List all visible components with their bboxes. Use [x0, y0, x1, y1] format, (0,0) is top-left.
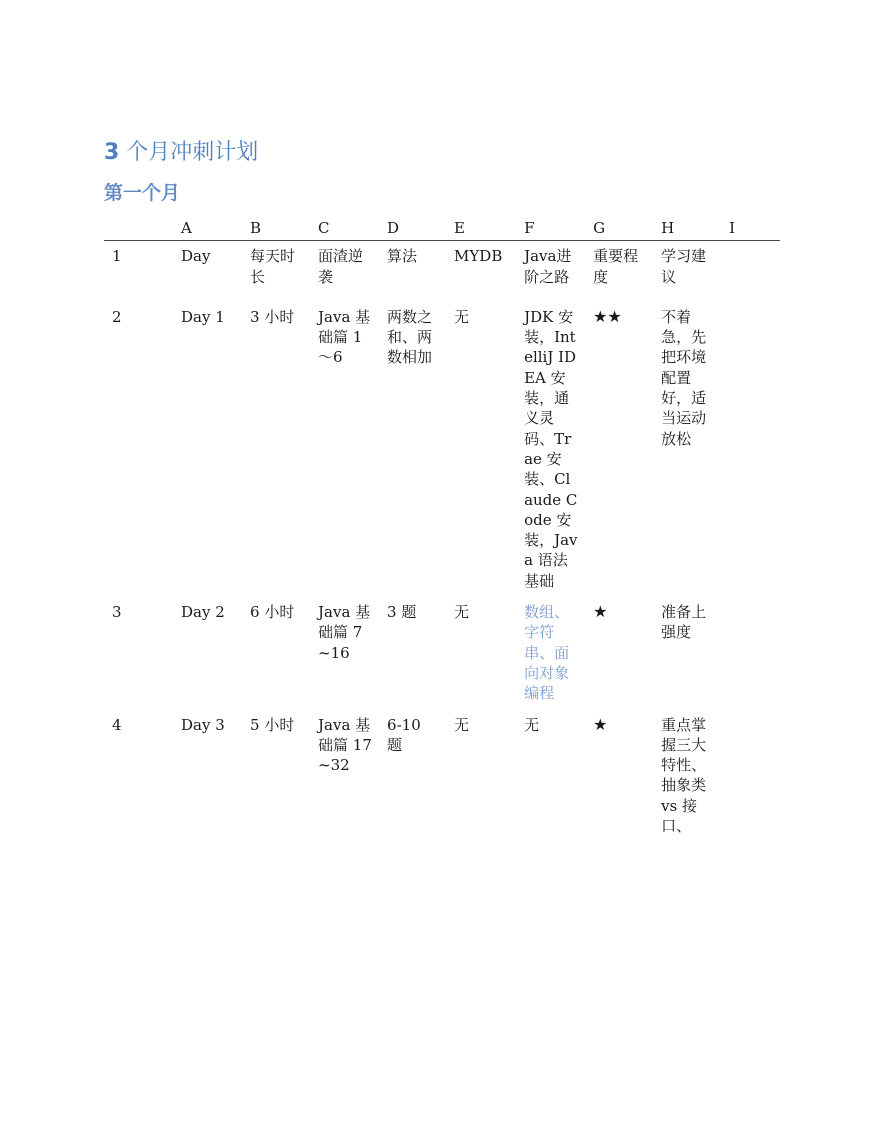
table-row	[104, 302, 780, 597]
cell-i	[721, 597, 780, 709]
column-header-g: G	[585, 215, 653, 241]
cell-i	[721, 241, 780, 302]
cell-day: Day 3	[181, 715, 225, 734]
cell-java-advanced-link[interactable]: 数组、字符串、面向对象编程	[524, 603, 570, 703]
cell-advice: 不着急，先把环境配置好，适当运动放松	[661, 307, 707, 448]
cell-interview: Java 基础篇 7~16	[318, 603, 371, 662]
column-header-e: E	[446, 215, 516, 241]
cell-interview: 面渣逆袭	[318, 247, 364, 286]
cell-advice: 学习建议	[661, 247, 707, 286]
column-header-d: D	[379, 215, 446, 241]
cell-day: Day 2	[181, 603, 225, 622]
cell-java-advanced: 无	[524, 715, 540, 734]
cell-interview: Java 基础篇 17~32	[318, 715, 372, 775]
plan-table	[104, 215, 780, 851]
cell-mydb: MYDB	[454, 247, 503, 266]
cell-mydb: 无	[454, 603, 470, 622]
cell-algorithm: 6-10 题	[387, 715, 421, 754]
row-index: 3	[112, 603, 122, 622]
column-header-c: C	[310, 215, 379, 241]
column-header-row	[104, 215, 780, 241]
cell-duration: 5 小时	[250, 715, 295, 734]
section-heading: 第一个月	[104, 182, 181, 204]
cell-importance-stars: ★★	[593, 306, 622, 326]
cell-advice: 重点掌握三大特性、抽象类 vs 接口、	[661, 715, 707, 836]
cell-algorithm: 两数之和、两数相加	[387, 307, 433, 367]
cell-mydb: 无	[454, 307, 470, 326]
cell-importance-stars: ★	[593, 714, 608, 734]
title-text: 个月冲刺计划	[119, 140, 259, 165]
cell-duration: 每天时长	[250, 247, 296, 286]
title-number: 3	[104, 140, 120, 165]
table-row	[104, 710, 780, 852]
cell-i	[721, 302, 780, 597]
table-row	[104, 241, 780, 302]
column-header-f: F	[516, 215, 585, 241]
cell-algorithm: 算法	[387, 247, 418, 266]
column-header-i: I	[721, 215, 780, 241]
cell-duration: 3 小时	[250, 307, 295, 326]
cell-interview: Java 基础篇 1～6	[318, 307, 371, 367]
cell-day: Day	[181, 247, 211, 266]
table-row	[104, 597, 780, 709]
cell-algorithm: 3 题	[387, 603, 417, 622]
cell-mydb: 无	[454, 715, 470, 734]
column-header-b: B	[242, 215, 310, 241]
column-header-a: A	[173, 215, 242, 241]
page-title	[104, 138, 258, 168]
row-index: 1	[112, 247, 122, 266]
row-index: 4	[112, 715, 122, 734]
cell-importance-stars: ★	[593, 602, 608, 622]
column-header-h: H	[653, 215, 721, 241]
cell-i	[721, 710, 780, 852]
row-index: 2	[112, 307, 122, 326]
cell-advice: 准备上强度	[661, 603, 707, 642]
cell-importance: 重要程度	[593, 247, 639, 286]
cell-java-advanced: JDK 安装，IntelliJ IDEA 安装，通义灵码、Trae 安装、Claude Code 安装，Java 语法基础	[524, 307, 578, 590]
cell-java-advanced: Java进阶之路	[524, 247, 572, 286]
cell-duration: 6 小时	[250, 603, 295, 622]
column-header-index	[104, 215, 173, 241]
cell-day: Day 1	[181, 307, 225, 326]
